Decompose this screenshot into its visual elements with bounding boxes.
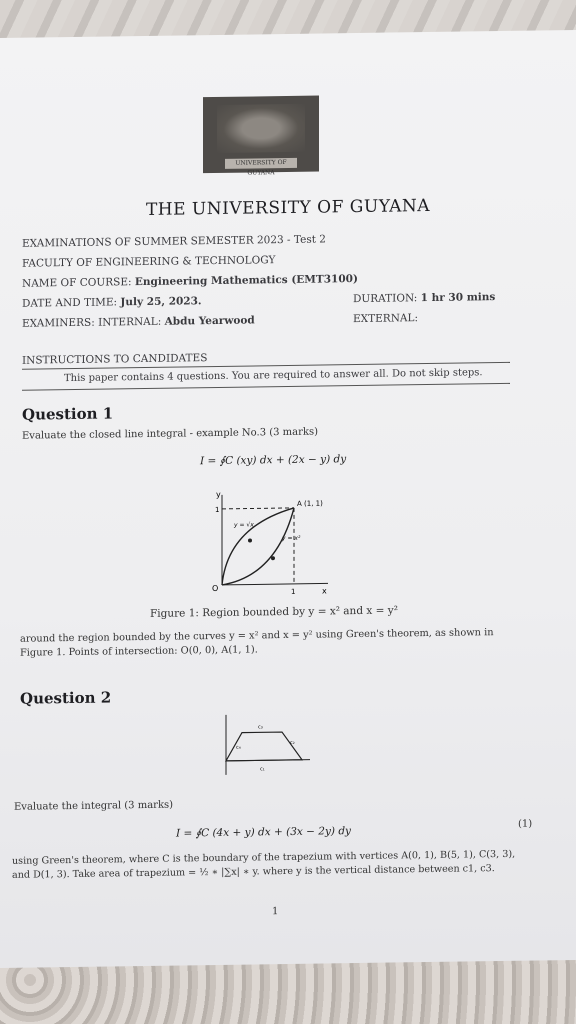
y-tick-1: 1 [215,505,220,514]
c1-label: c₁ [260,766,265,773]
instructions-heading: INSTRUCTIONS TO CANDIDATES [22,352,208,367]
question1-body-line2: Figure 1. Points of intersection: O(0, 0), A(1, 1). [20,644,258,659]
arrow-marker-upper [248,538,252,542]
origin-label: O [212,583,219,594]
y-axis-label: y [216,489,221,499]
curve-sqrt-x [222,508,294,585]
date-label: DATE AND TIME: [22,296,118,310]
examiners-label: EXAMINERS: INTERNAL: [22,315,162,330]
question2-body-line1: using Green's theorem, where C is the boundary of the trapezium with vertices A(0, 1), B(5, 1), C(3, 3), [12,848,516,867]
course-value: Engineering Mathematics (EMT3100) [134,273,358,289]
curve-square-label: y = x² [282,534,301,543]
curve-sqrt-label: y = √x [234,521,254,529]
curve-x-squared [222,508,294,585]
question2-heading: Question 2 [20,688,112,708]
duration-value: 1 hr 30 mins [420,291,496,305]
equation-number: (1) [518,818,533,830]
question2-prompt: Evaluate the integral (3 marks) [14,799,174,813]
crest-emblem-icon [217,104,305,153]
question2-integral: I = ∮C (4x + y) dx + (3x − 2y) dy [176,825,351,840]
c2-label: c₂ [290,739,295,746]
question1-prompt: Evaluate the closed line integral - example No.3 (3 marks) [22,426,318,442]
x-tick-1: 1 [291,587,296,596]
faculty-line: FACULTY OF ENGINEERING & TECHNOLOGY [22,254,276,270]
figure1-caption: Figure 1: Region bounded by y = x² and x = y² [150,604,398,620]
exam-line: EXAMINATIONS OF SUMMER SEMESTER 2023 - Test 2 [22,233,326,250]
external-label: EXTERNAL: [353,312,418,326]
instructions-text: This paper contains 4 questions. You are required to answer all. Do not skip steps. [64,367,483,385]
university-crest-logo [203,96,319,177]
question1-body-line1: around the region bounded by the curves y = x² and x = y² using Green's theorem, as shown in [20,627,494,645]
examiners-line [22,314,255,329]
date-line [22,295,202,310]
crest-banner: UNIVERSITY OF GUYANA [225,158,297,169]
examiners-value: Abdu Yearwood [164,314,255,328]
x-axis-line [222,583,328,584]
question2-body-line2: and D(1, 3). Take area of trapezium = ½ ∗ |∑x| ∗ y. where y is the vertical distance between c1, c3. [12,863,495,881]
question1-figure [198,485,338,597]
duration-line [353,291,495,305]
question1-integral: I = ∮C (xy) dx + (2x − y) dy [200,453,347,468]
page-number: 1 [272,906,279,918]
course-label: NAME OF COURSE: [22,276,132,290]
question2-trapezium-figure [222,710,312,777]
c4-label: c₄ [236,744,241,751]
date-value: July 25, 2023. [120,295,202,309]
c3-label: c₃ [258,724,263,731]
question1-heading: Question 1 [22,404,114,424]
x-axis-label: x [322,586,327,596]
university-title: THE UNIVERSITY OF GUYANA [145,195,431,220]
dashed-line-y1 [222,508,294,509]
point-a-label: A (1, 1) [297,499,323,508]
course-line [22,273,358,290]
duration-label: DURATION: [353,292,418,306]
instructions-rule-bottom [22,383,510,391]
exam-paper [0,30,576,968]
